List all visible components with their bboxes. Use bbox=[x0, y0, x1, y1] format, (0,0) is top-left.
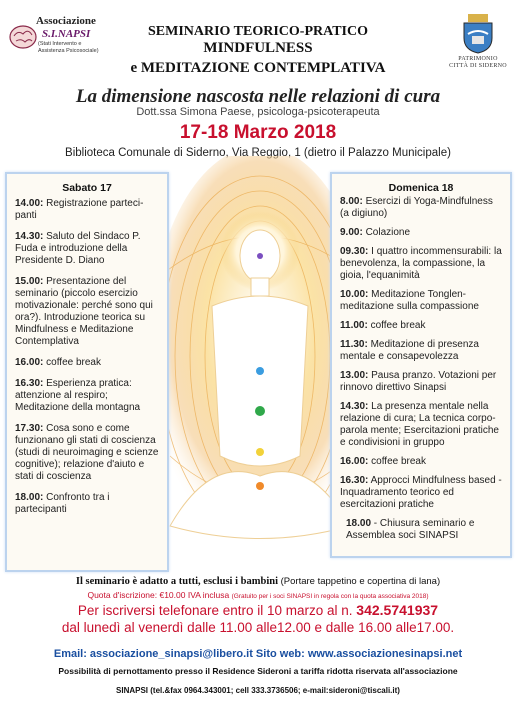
org-name: S.I.NAPSI bbox=[42, 28, 91, 40]
item-text: Approcci Mindfulness based -Inquadramento teorico ed esercitazioni pratiche bbox=[340, 475, 502, 510]
schedule-item bbox=[15, 231, 161, 267]
saturday-title: Sabato 17 bbox=[62, 182, 112, 194]
item-text: coffee break bbox=[43, 357, 101, 368]
item-text: Colazione bbox=[362, 227, 411, 238]
sinapsi-contacts: SINAPSI (tel.&fax 0964.343001; cell 333.3736506; e-mail:sideroni@tiscali.it) bbox=[116, 686, 400, 695]
saturday-program bbox=[5, 172, 169, 572]
item-text: Saluto del Sindaco P. Fuda e introduzione della Presidente D. Diano bbox=[15, 231, 141, 266]
item-time: 13.00: bbox=[340, 370, 369, 381]
item-time: 14.30: bbox=[340, 401, 369, 412]
schedule-item bbox=[340, 227, 504, 239]
registration-phone bbox=[0, 602, 516, 618]
title-line1: SEMINARIO TEORICO-PRATICO bbox=[147, 24, 368, 39]
phone-label: Per iscriversi telefonare entro il 10 marzo al n. bbox=[77, 603, 357, 618]
item-time: 14.30: bbox=[15, 231, 44, 242]
audience-text: Il seminario è adatto a tutti, esclusi i bambini bbox=[75, 576, 278, 587]
item-text: Esercizi di Yoga-Mindfulness (a digiuno) bbox=[340, 196, 493, 219]
item-text: Registrazione parteci-panti bbox=[15, 198, 144, 221]
schedule-item bbox=[346, 518, 504, 542]
schedule-item bbox=[340, 246, 504, 282]
fee-note bbox=[0, 590, 516, 600]
item-time: 8.00: bbox=[340, 196, 363, 207]
item-text: Meditazione Tonglen-meditazione sulla compassione bbox=[340, 289, 479, 312]
speaker: Dott.ssa Simona Paese, psicologa-psicoterapeuta bbox=[136, 106, 380, 118]
sunday-title: Domenica 18 bbox=[388, 182, 454, 194]
item-time: 09.30: bbox=[340, 246, 369, 257]
schedule-item bbox=[340, 289, 504, 313]
contacts[interactable]: Email: associazione_sinapsi@libero.it Sito web: www.associazionesinapsi.net bbox=[53, 648, 463, 660]
fee-text: Quota d'iscrizione: €10.00 IVA inclusa bbox=[87, 590, 232, 600]
schedule-item bbox=[340, 339, 504, 363]
schedule-item bbox=[15, 198, 161, 222]
item-text: La presenza mentale nella relazione di cura; La tecnica corpo-parola mente; Esercitazioni pratiche e condivisioni in gruppo bbox=[340, 401, 499, 448]
schedule-item bbox=[15, 423, 161, 483]
item-text: coffee break bbox=[367, 320, 426, 331]
item-text: Confronto tra i partecipanti bbox=[15, 492, 110, 515]
item-time: 15.00: bbox=[15, 276, 44, 287]
item-text: I quattro incommensurabili: la benevolenza, la compassione, la gioia, l'equanimità bbox=[340, 246, 502, 281]
schedule-item bbox=[15, 276, 161, 348]
item-text: Presentazione del seminario (piccolo esercizio motivazionale: perché sono qui ora?). Introduzione teorica su Mindfulness e Meditazione Contemplativa bbox=[15, 276, 153, 347]
title-line3: e MEDITAZIONE CONTEMPLATIVA bbox=[130, 60, 386, 76]
item-time: 14.00: bbox=[15, 198, 44, 209]
fee-detail: (Gratuito per i soci SINAPSI in regola con la quota associativa 2018) bbox=[231, 593, 429, 600]
schedule-item bbox=[340, 401, 504, 449]
town-text: PATRIMONIO CITTÀ DI SIDERNO bbox=[449, 56, 507, 69]
item-time: 16.30: bbox=[340, 475, 369, 486]
item-time: 16.00: bbox=[340, 456, 369, 467]
item-time: 11.00: bbox=[340, 320, 368, 331]
item-time: 10.00: bbox=[340, 289, 369, 300]
org-line1: Associazione bbox=[36, 15, 96, 27]
item-text: Pausa pranzo. Votazioni per rinnovo direttivo Sinapsi bbox=[340, 370, 497, 393]
schedule-item bbox=[15, 357, 161, 369]
item-text: Cosa sono e come funzionano gli stati di coscienza (studi di neuroimaging e scienze cognitive); relazione d'aiuto e stati di coscienza bbox=[15, 423, 159, 482]
schedule-item bbox=[340, 456, 504, 468]
schedule-item bbox=[340, 475, 504, 511]
phone-number[interactable]: 342.5741937 bbox=[356, 602, 439, 618]
title-line2: MINDFULNESS bbox=[203, 40, 313, 56]
schedule-item bbox=[340, 370, 504, 394]
item-text: - Chiusura seminario e Assemblea soci SINAPSI bbox=[346, 518, 475, 541]
item-text: Esperienza pratica: attenzione al respiro; Meditazione della montagna bbox=[15, 378, 141, 413]
audience-note bbox=[0, 576, 516, 587]
item-time: 18.00: bbox=[15, 492, 44, 503]
item-time: 17.30: bbox=[15, 423, 44, 434]
item-time: 18.00 bbox=[346, 518, 372, 529]
schedule-item bbox=[15, 378, 161, 414]
subtitle: La dimensione nascosta nelle relazioni di cura bbox=[75, 86, 441, 107]
audience-detail: (Portare tappetino e copertina di lana) bbox=[278, 576, 441, 587]
event-dates: 17-18 Marzo 2018 bbox=[179, 122, 337, 143]
registration-hours: dal lunedì al venerdì dalle 11.00 alle12.00 e dalle 16.00 alle17.00. bbox=[61, 620, 455, 635]
item-time: 9.00: bbox=[340, 227, 363, 238]
org-subtitle: (Stati Intervento e Assistenza Psicosociale) bbox=[38, 41, 99, 54]
schedule-item bbox=[340, 196, 504, 220]
item-text: coffee break bbox=[368, 456, 426, 467]
lodging-info: Possibilità di pernottamento presso il Residence Sideroni a tariffa ridotta riservata all'associazione bbox=[58, 666, 458, 676]
venue: Biblioteca Comunale di Siderno, Via Reggio, 1 (dietro il Palazzo Municipale) bbox=[65, 147, 451, 159]
item-time: 16.00: bbox=[15, 357, 44, 368]
schedule-item bbox=[340, 320, 504, 332]
item-text: Meditazione di presenza mentale e consapevolezza bbox=[340, 339, 479, 362]
sunday-program bbox=[330, 172, 512, 558]
item-time: 11.30: bbox=[340, 339, 368, 350]
schedule-item bbox=[15, 492, 161, 516]
item-time: 16.30: bbox=[15, 378, 44, 389]
